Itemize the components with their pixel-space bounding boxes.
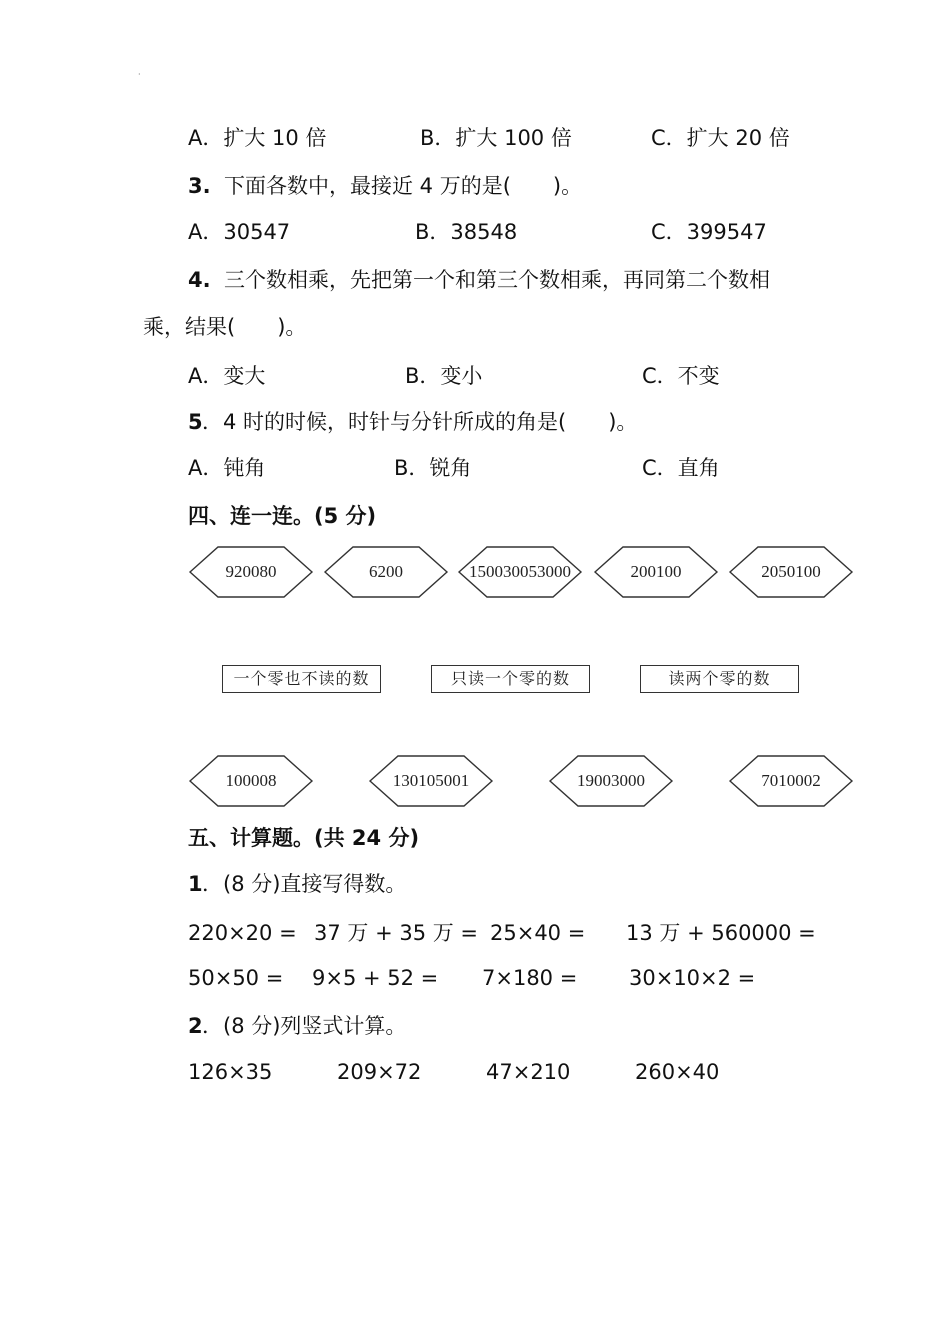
hexagon-number: 130105001 [368,755,494,807]
calc-item: 50×50 = [188,966,284,990]
calc-item: 126×35 [188,1060,273,1084]
hexagon-number: 150030053000 [457,546,583,598]
section4-title: 四、连一连。(5 分) [188,504,377,528]
q3-option-a: A．30547 [188,220,291,244]
category-box: 只读一个零的数 [431,665,590,693]
calc-item: 260×40 [635,1060,720,1084]
calc-item: 220×20 = [188,921,297,945]
calc-item: 47×210 [486,1060,571,1084]
q4-option-b: B．变小 [405,364,483,388]
q5-text: ．4 时的时候，时针与分针所成的角是( )。 [202,410,638,434]
calc-item: 209×72 [337,1060,422,1084]
q5-option-b: B．锐角 [394,456,472,480]
q2-option-b: B．扩大 100 倍 [420,126,572,150]
hexagon-number: 19003000 [548,755,674,807]
q4-number: 4. [188,268,211,292]
section5-title: 五、计算题。(共 24 分) [188,826,420,850]
q3-number: 3. [188,174,211,198]
q3-text: 下面各数中，最接近 4 万的是( )。 [224,174,583,198]
corner-mark: · [138,70,141,79]
calc-item: 25×40 = [490,921,586,945]
q2-option-c: C．扩大 20 倍 [651,126,790,150]
calc-item: 30×10×2 = [629,966,756,990]
hexagon-number: 7010002 [728,755,854,807]
s5-p1-number: 1 [188,872,203,896]
calc-item: 13 万 + 560000 = [626,921,816,945]
s5-p2-text: ．(8 分)列竖式计算。 [202,1014,407,1038]
s5-p1-text: ．(8 分)直接写得数。 [202,872,407,896]
q4-option-a: A．变大 [188,364,266,388]
q4-text-line2: 乘，结果( )。 [143,315,307,339]
q2-option-a: A．扩大 10 倍 [188,126,327,150]
q4-text-line1: 三个数相乘，先把第一个和第三个数相乘，再同第二个数相 [224,268,770,292]
calc-item: 7×180 = [482,966,578,990]
q5-option-a: A．钝角 [188,456,266,480]
hexagon-number: 200100 [593,546,719,598]
hexagon-number: 920080 [188,546,314,598]
category-box: 一个零也不读的数 [222,665,381,693]
category-box: 读两个零的数 [640,665,799,693]
hexagon-number: 2050100 [728,546,854,598]
calc-item: 37 万 + 35 万 = [314,921,479,945]
s5-p2-number: 2 [188,1014,203,1038]
hexagon-number: 6200 [323,546,449,598]
q5-number: 5 [188,410,203,434]
q5-option-c: C．直角 [642,456,720,480]
q3-option-b: B．38548 [415,220,518,244]
q3-option-c: C．399547 [651,220,767,244]
hexagon-number: 100008 [188,755,314,807]
calc-item: 9×5 + 52 = [312,966,439,990]
q4-option-c: C．不变 [642,364,720,388]
